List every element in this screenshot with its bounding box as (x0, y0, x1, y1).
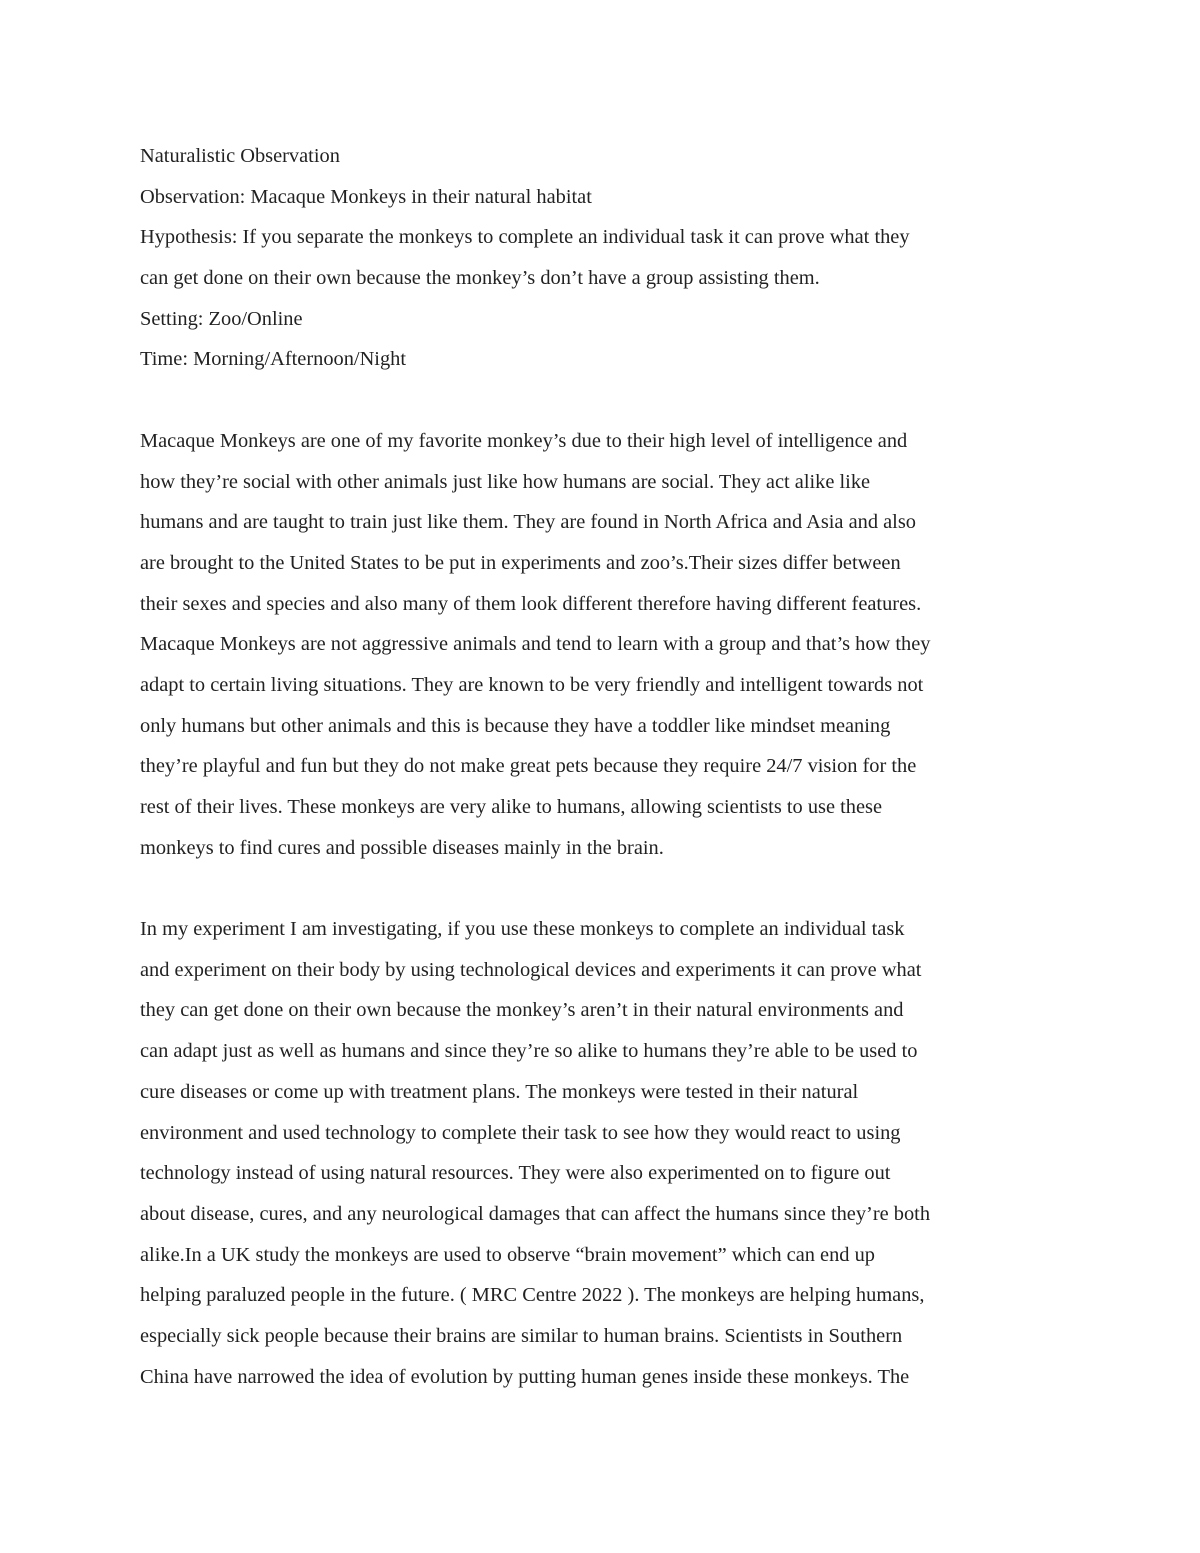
paragraph-line: and experiment on their body by using technological devices and experiments it can prove what (140, 958, 922, 981)
observation-line: Observation: Macaque Monkeys in their natural habitat (140, 185, 592, 208)
paragraph-line: they’re playful and fun but they do not make great pets because they require 24/7 vision for the (140, 755, 917, 778)
paragraph-line: can adapt just as well as humans and since they’re so alike to humans they’re able to be used to (140, 1040, 918, 1063)
hypothesis-line: Hypothesis: If you separate the monkeys to complete an individual task it can prove what they (140, 226, 910, 249)
paragraph-line: monkeys to find cures and possible diseases mainly in the brain. (140, 836, 664, 859)
paragraph-line: cure diseases or come up with treatment plans. The monkeys were tested in their natural (140, 1080, 859, 1103)
document-body (140, 136, 1060, 1397)
paragraph-line: helping paraluzed people in the future. ( MRC Centre 2022 ). The monkeys are helping humans, (140, 1284, 925, 1307)
paragraph-spacer (140, 380, 1060, 421)
document-title: Naturalistic Observation (140, 145, 340, 167)
paragraph-line: especially sick people because their brains are similar to human brains. Scientists in Southern (140, 1324, 903, 1347)
setting-line: Setting: Zoo/Online (140, 307, 303, 330)
paragraph-experiment (140, 909, 1060, 1397)
paragraph-line: In my experiment I am investigating, if you use these monkeys to complete an individual task (140, 918, 905, 941)
paragraph-intro (140, 421, 1060, 869)
paragraph-line: alike.In a UK study the monkeys are used to observe “brain movement” which can end up (140, 1243, 875, 1266)
paragraph-line: humans and are taught to train just like them. They are found in North Africa and Asia and also (140, 511, 916, 534)
paragraph-line: are brought to the United States to be put in experiments and zoo’s.Their sizes differ between (140, 551, 901, 574)
paragraph-line: about disease, cures, and any neurological damages that can affect the humans since they’re both (140, 1202, 931, 1225)
paragraph-line: China have narrowed the idea of evolution by putting human genes inside these monkeys. The (140, 1365, 910, 1388)
time-line: Time: Morning/Afternoon/Night (140, 348, 407, 371)
paragraph-line: technology instead of using natural resources. They were also experimented on to figure out (140, 1162, 891, 1185)
paragraph-line: adapt to certain living situations. They are known to be very friendly and intelligent towards not (140, 673, 924, 696)
paragraph-line: rest of their lives. These monkeys are very alike to humans, allowing scientists to use these (140, 796, 883, 818)
paragraph-line: Macaque Monkeys are one of my favorite monkey’s due to their high level of intelligence and (140, 429, 908, 452)
paragraph-line: environment and used technology to complete their task to see how they would react to using (140, 1121, 901, 1144)
hypothesis-line: can get done on their own because the monkey’s don’t have a group assisting them. (140, 267, 820, 290)
paragraph-line: only humans but other animals and this is because they have a toddler like mindset meaning (140, 714, 891, 737)
paragraph-spacer (140, 868, 1060, 909)
paragraph-line: their sexes and species and also many of them look different therefore having different features. (140, 592, 922, 615)
paragraph-line: how they’re social with other animals just like how humans are social. They act alike like (140, 470, 871, 493)
paragraph-line: Macaque Monkeys are not aggressive animals and tend to learn with a group and that’s how they (140, 633, 931, 656)
paragraph-line: they can get done on their own because the monkey’s aren’t in their natural environments and (140, 999, 904, 1022)
